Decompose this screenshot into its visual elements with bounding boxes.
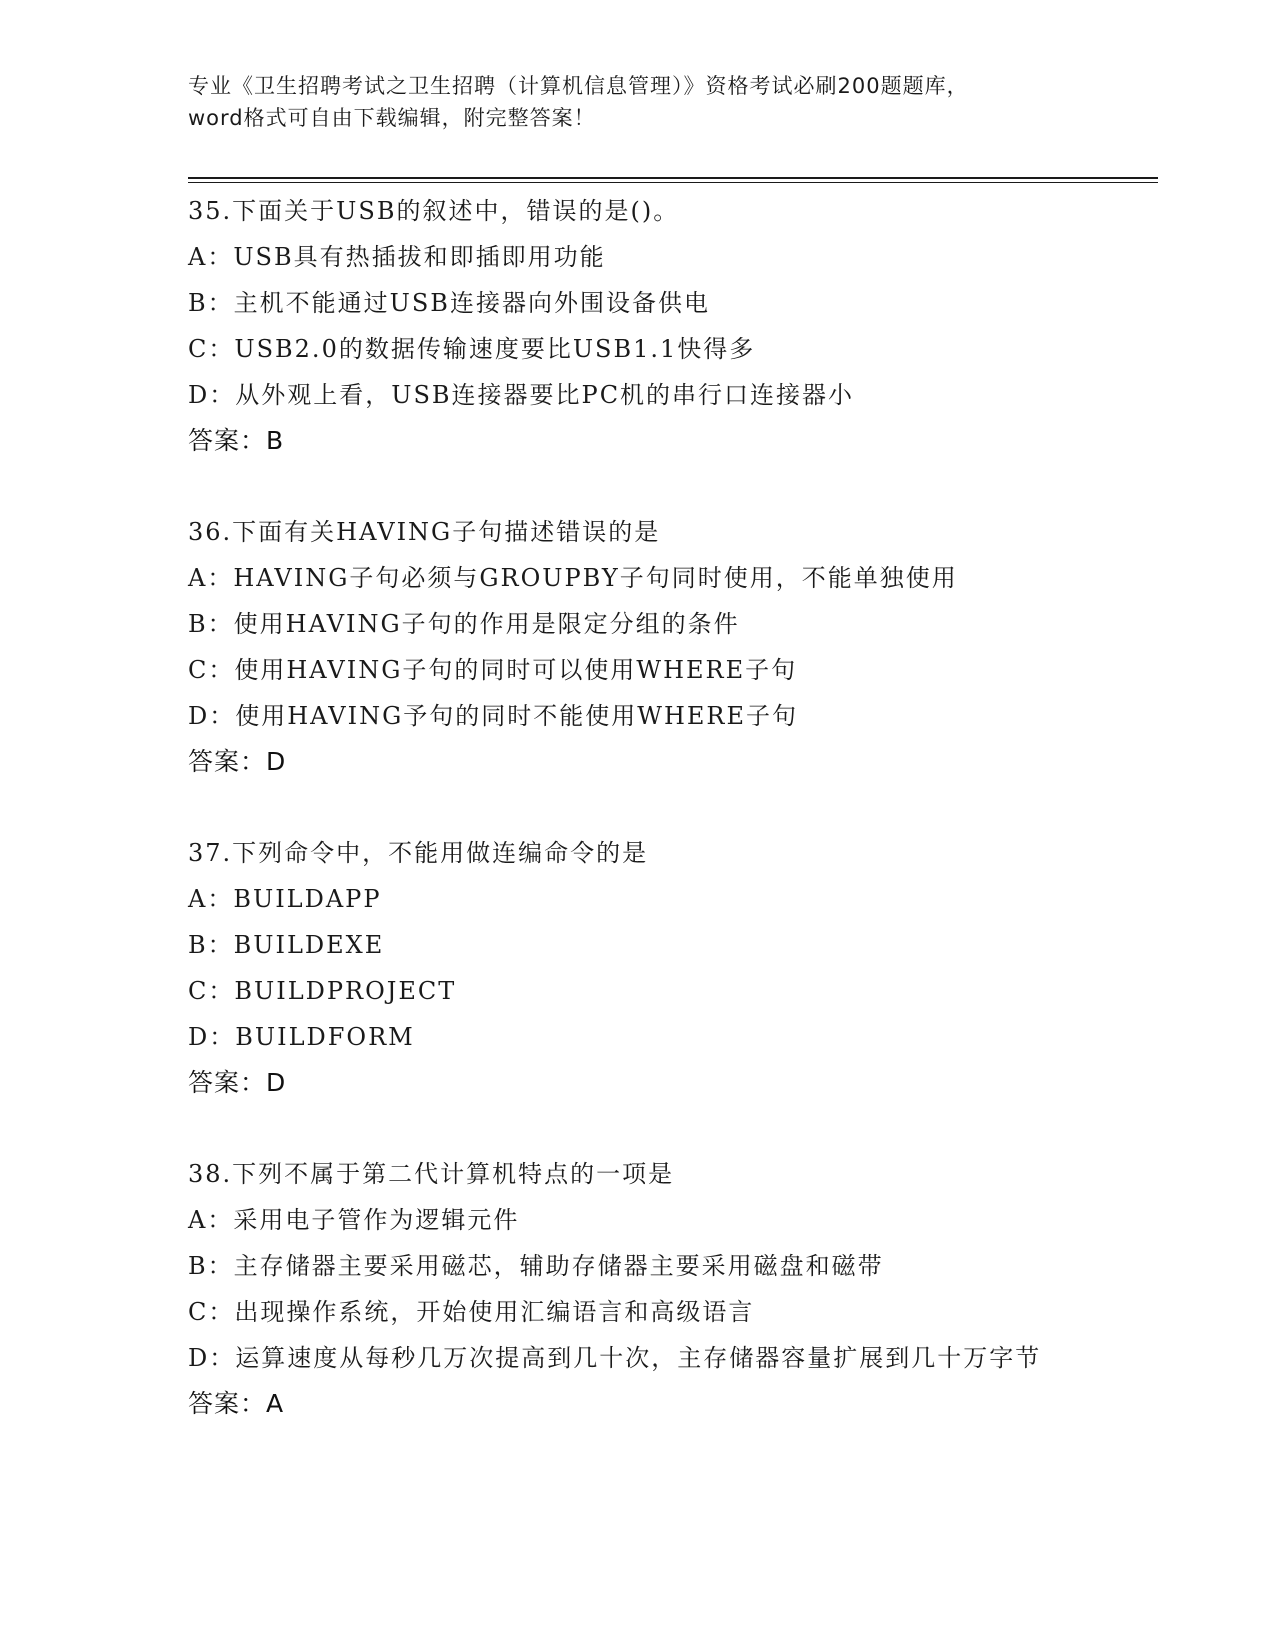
question-38 xyxy=(188,1151,1088,1427)
answer-label: 答案：A xyxy=(188,1389,285,1418)
question-35 xyxy=(188,188,1088,464)
question-list xyxy=(188,188,1088,1472)
question-stem: 37.下列命令中，不能用做连编命令的是 xyxy=(188,839,649,867)
question-stem: 36.下面有关HAVING子句描述错误的是 xyxy=(188,518,661,546)
answer-label: 答案：D xyxy=(188,747,287,776)
option-d: D：使用HAVING予句的同时不能使用WHERE子句 xyxy=(188,702,798,730)
header-line-2: word格式可自由下载编辑，附完整答案！ xyxy=(188,106,596,130)
option-b: B：使用HAVING子句的作用是限定分组的条件 xyxy=(188,610,740,638)
header-divider-thick xyxy=(188,177,1158,179)
header-line-1: 专业《卫生招聘考试之卫生招聘（计算机信息管理）》资格考试必刷200题题库， xyxy=(188,74,969,98)
option-a: A：采用电子管作为逻辑元件 xyxy=(188,1206,520,1234)
option-d: D：BUILDFORM xyxy=(188,1023,415,1051)
option-b: B：主存储器主要采用磁芯，辅助存储器主要采用磁盘和磁带 xyxy=(188,1252,884,1280)
answer-label: 答案：D xyxy=(188,1068,287,1097)
option-d: D：运算速度从每秒几万次提高到几十次，主存储器容量扩展到几十万字节 xyxy=(188,1344,1042,1372)
option-c: C：USB2.0的数据传输速度要比USB1.1快得多 xyxy=(188,335,756,363)
option-b: B：主机不能通过USB连接器向外围设备供电 xyxy=(188,289,710,317)
header-divider-thin xyxy=(188,182,1158,183)
document-header xyxy=(188,70,1088,134)
option-c: C：出现操作系统，开始使用汇编语言和高级语言 xyxy=(188,1298,755,1326)
answer-label: 答案：B xyxy=(188,426,285,455)
option-c: C：BUILDPROJECT xyxy=(188,977,457,1005)
option-a: A：BUILDAPP xyxy=(188,885,382,913)
option-c: C：使用HAVING子句的同时可以使用WHERE子句 xyxy=(188,656,798,684)
question-37 xyxy=(188,830,1088,1106)
question-36 xyxy=(188,509,1088,785)
option-a: A：USB具有热插拔和即插即用功能 xyxy=(188,243,606,271)
question-stem: 35.下面关于USB的叙述中，错误的是()。 xyxy=(188,197,680,225)
option-b: B：BUILDEXE xyxy=(188,931,385,959)
option-d: D：从外观上看，USB连接器要比PC机的串行口连接器小 xyxy=(188,381,855,409)
option-a: A：HAVING子句必须与GROUPBY子句同时使用，不能单独使用 xyxy=(188,564,958,592)
question-stem: 38.下列不属于第二代计算机特点的一项是 xyxy=(188,1160,675,1188)
